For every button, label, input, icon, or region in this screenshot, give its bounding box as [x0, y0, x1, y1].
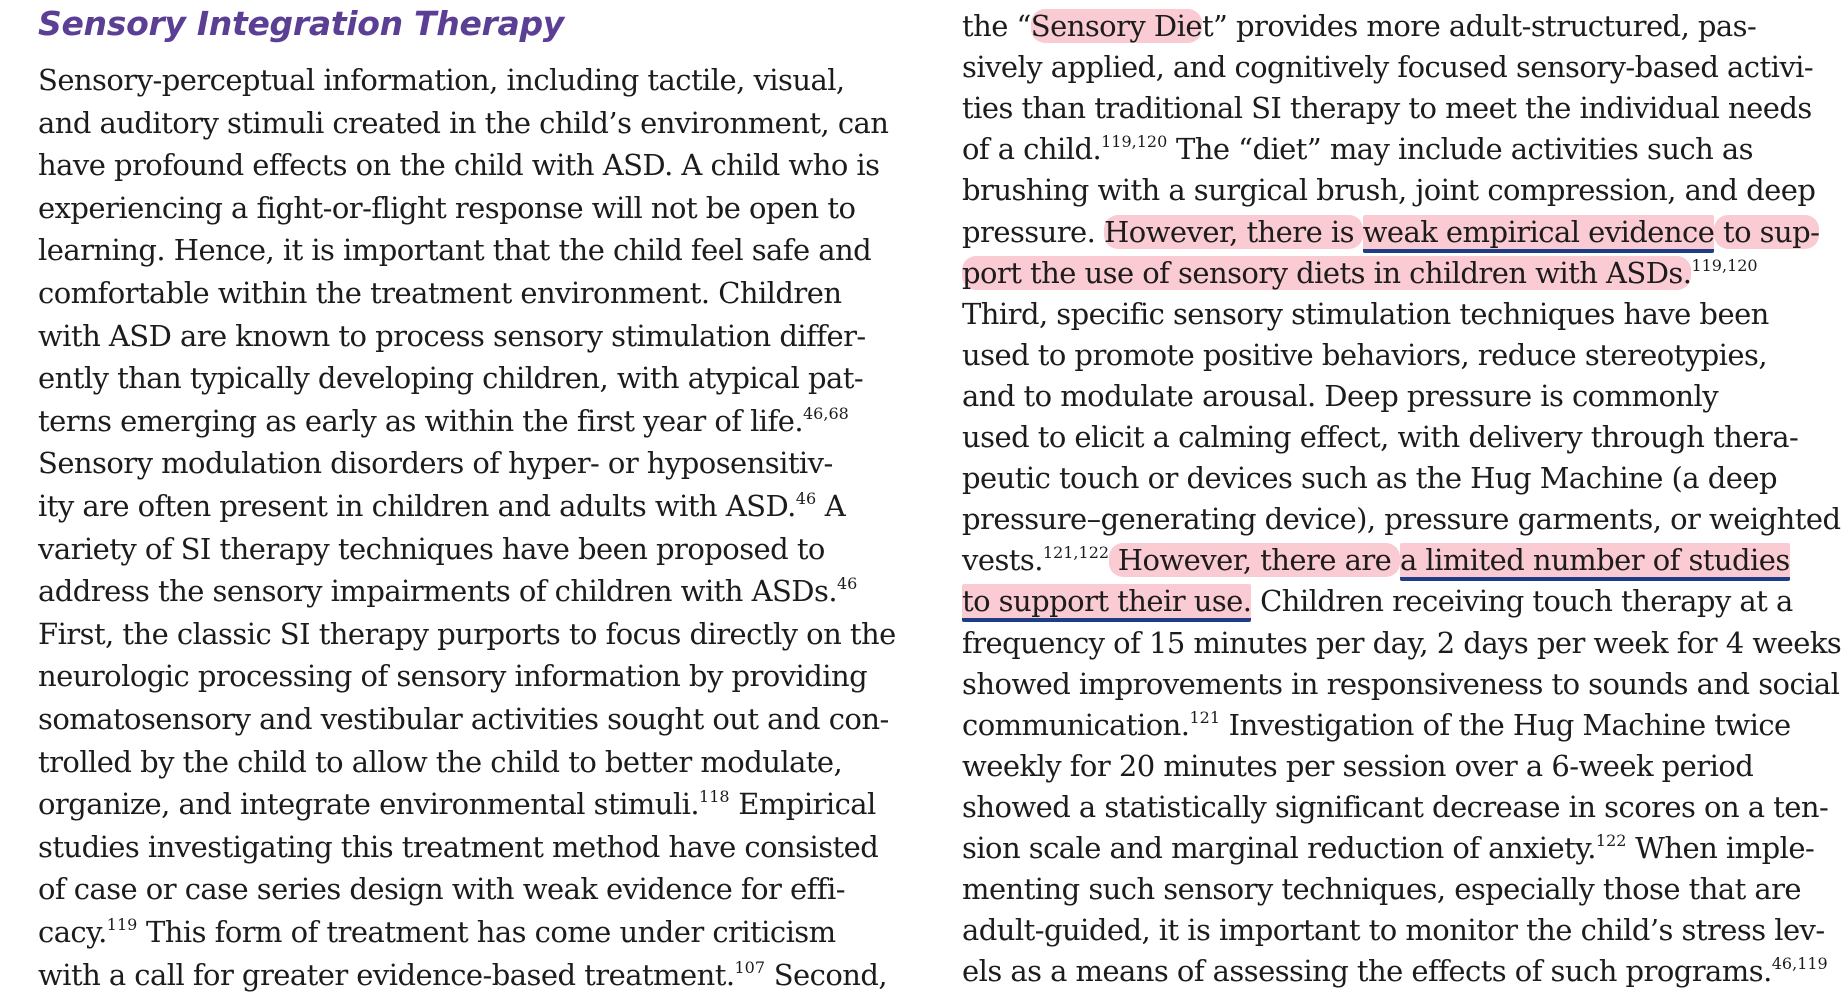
left-text-line [38, 654, 867, 698]
text-segment: variety of SI therapy techniques have been proposed to [38, 531, 825, 566]
right-text-line [962, 703, 1791, 747]
highlighted-text: Sensory Die [1030, 9, 1202, 43]
text-segment: Empirical [729, 787, 876, 822]
text-segment: and auditory stimuli created in the child’s environment, can [38, 105, 889, 140]
left-text-line [38, 228, 871, 272]
citation-superscript: 107 [734, 957, 766, 977]
text-segment: pressure. [962, 214, 1104, 249]
citation-superscript: 46,119 [1771, 954, 1828, 974]
text-segment: studies investigating this treatment method have consisted [38, 829, 879, 864]
right-text-line [962, 456, 1777, 500]
right-text-line [962, 168, 1815, 212]
text-segment: used to promote positive behaviors, reduce stereotypies, [962, 337, 1767, 372]
left-text-line [38, 867, 845, 911]
citation-superscript: 118 [699, 787, 730, 807]
right-text-line [962, 744, 1753, 788]
text-segment: trolled by the child to allow the child to better modulate, [38, 744, 843, 779]
text-segment: brushing with a surgical brush, joint compression, and deep [962, 173, 1816, 208]
text-segment: with a call for greater evidence-based treatment. [38, 957, 735, 992]
right-text-line [962, 497, 1840, 541]
text-segment: address the sensory impairments of children with ASDs. [38, 574, 837, 609]
text-segment: showed a statistically significant decrease in scores on a ten- [962, 789, 1829, 824]
left-text-line [38, 740, 842, 784]
highlighted-underlined-text: to support their use. [962, 584, 1251, 622]
text-segment: comfortable within the treatment environment. Children [38, 276, 842, 310]
text-segment: cacy. [38, 915, 107, 949]
text-segment: experiencing a fight-or-flight response will not be open to [38, 190, 856, 225]
text-segment: showed improvements in responsiveness to sounds and social [962, 666, 1840, 701]
highlighted-text: to sup- [1714, 214, 1820, 249]
highlighted-underlined-text: a limited number of studies [1400, 543, 1790, 581]
text-segment: organize, and integrate environmental stimuli. [38, 787, 700, 822]
left-text-line [38, 612, 896, 656]
left-text-line [38, 825, 878, 869]
citation-superscript: 122 [1595, 831, 1627, 850]
left-text-line [38, 527, 825, 571]
right-text-line [962, 826, 1814, 870]
text-segment: neurologic processing of sensory information by providing [38, 659, 868, 694]
right-text-line [962, 86, 1812, 130]
text-segment: somatosensory and vestibular activities sought out and con- [38, 702, 889, 736]
left-text-line [38, 271, 841, 315]
right-text-line [962, 949, 1828, 993]
text-segment: and to modulate arousal. Deep pressure is commonly [962, 378, 1719, 413]
text-segment: frequency of 15 minutes per day, 2 days per week for 4 weeks [962, 625, 1841, 660]
text-segment: communication. [962, 707, 1190, 742]
right-text-line [962, 374, 1718, 418]
right-text-line [962, 867, 1801, 911]
citation-superscript: 119,120 [1101, 132, 1168, 152]
left-text-line [38, 441, 833, 485]
text-segment: ity are often present in children and adults with ASD. [38, 489, 796, 523]
text-segment: Sensory-perceptual information, including tactile, visual, [38, 63, 845, 97]
text-segment: The “diet” may include activities such as [1167, 132, 1753, 167]
text-segment: els as a means of assessing the effects of such programs. [962, 954, 1772, 989]
text-segment: learning. Hence, it is important that the child feel safe and [38, 233, 872, 268]
text-segment: Sensory modulation disorders of hyper- or hyposensitiv- [38, 446, 833, 481]
citation-superscript: 119 [106, 915, 138, 934]
left-text-line [38, 782, 876, 826]
right-text-line [962, 4, 1756, 48]
left-text-line [38, 314, 866, 358]
text-segment: First, the classic SI therapy purports to focus directly on the [38, 616, 896, 651]
highlighted-text: However, there is [1104, 214, 1363, 249]
citation-superscript: 119,120 [1691, 255, 1758, 275]
text-segment: of a child. [962, 132, 1102, 167]
left-text-line [38, 569, 857, 613]
text-segment: menting such sensory techniques, especially those that are [962, 872, 1802, 907]
right-text-line [962, 621, 1841, 665]
left-text-line [38, 910, 836, 954]
text-segment: Investigation of the Hug Machine twice [1220, 707, 1791, 742]
text-segment: have profound effects on the child with ASD. A child who is [38, 148, 880, 183]
text-segment: of case or case series design with weak evidence for effi- [38, 872, 845, 907]
left-text-line [38, 356, 863, 400]
right-text-line [962, 579, 1793, 623]
right-text-line [962, 415, 1798, 459]
left-text-line [38, 186, 855, 230]
text-segment: peutic touch or devices such as the Hug Machine (a deep [962, 461, 1777, 496]
left-text-line [38, 58, 845, 102]
right-text-line [962, 785, 1828, 829]
left-text-line [38, 143, 879, 187]
text-segment: ently than typically developing children, with atypical pat- [38, 361, 864, 396]
right-text-line [962, 333, 1767, 377]
left-text-line [38, 953, 887, 997]
left-text-line [38, 399, 849, 443]
text-segment: t” provides more adult-structured, pas- [1201, 9, 1757, 43]
section-title: Sensory Integration Therapy [38, 4, 565, 43]
highlighted-underlined-text: weak empirical evidence [1363, 215, 1715, 253]
text-segment: sion scale and marginal reduction of anxiety. [962, 831, 1596, 865]
highlighted-text: However, there are [1109, 543, 1400, 578]
left-text-line [38, 484, 845, 528]
right-text-line [962, 538, 1790, 582]
citation-superscript: 46 [837, 574, 858, 594]
text-segment: ties than traditional SI therapy to meet the individual needs [962, 91, 1812, 126]
citation-superscript: 121,122 [1042, 543, 1110, 563]
text-segment: adult-guided, it is important to monitor the child’s stress lev- [962, 913, 1825, 948]
right-text-line [962, 292, 1769, 336]
text-segment: sively applied, and cognitively focused sensory-based activi- [962, 50, 1814, 85]
right-text-line [962, 662, 1839, 706]
highlighted-text: port the use of sensory diets in children with ASDs. [962, 255, 1692, 290]
citation-superscript: 46 [795, 489, 817, 508]
text-segment: A [816, 489, 846, 523]
text-segment: weekly for 20 minutes per session over a 6-week period [962, 748, 1754, 783]
text-segment: vests. [962, 543, 1043, 578]
right-text-line [962, 251, 1758, 295]
text-segment: Children receiving touch therapy at a [1251, 584, 1793, 619]
left-text-line [38, 697, 889, 741]
text-segment: terns emerging as early as within the first year of life. [38, 403, 803, 438]
text-segment: When imple- [1626, 831, 1815, 865]
right-text-line [962, 908, 1825, 952]
right-text-line [962, 45, 1813, 89]
text-segment: This form of treatment has come under criticism [137, 915, 836, 949]
text-segment: pressure–generating device), pressure garments, or weighted [962, 502, 1841, 537]
right-text-line [962, 127, 1753, 171]
text-segment: with ASD are known to process sensory stimulation differ- [38, 318, 866, 353]
right-text-line [962, 210, 1819, 254]
citation-superscript: 46,68 [803, 403, 849, 423]
citation-superscript: 121 [1189, 707, 1220, 727]
text-segment: Third, specific sensory stimulation techniques have been [962, 296, 1769, 331]
left-text-line [38, 101, 888, 145]
text-segment: used to elicit a calming effect, with delivery through thera- [962, 420, 1799, 454]
text-segment: Second, [765, 957, 888, 992]
text-segment: the “ [962, 9, 1031, 43]
